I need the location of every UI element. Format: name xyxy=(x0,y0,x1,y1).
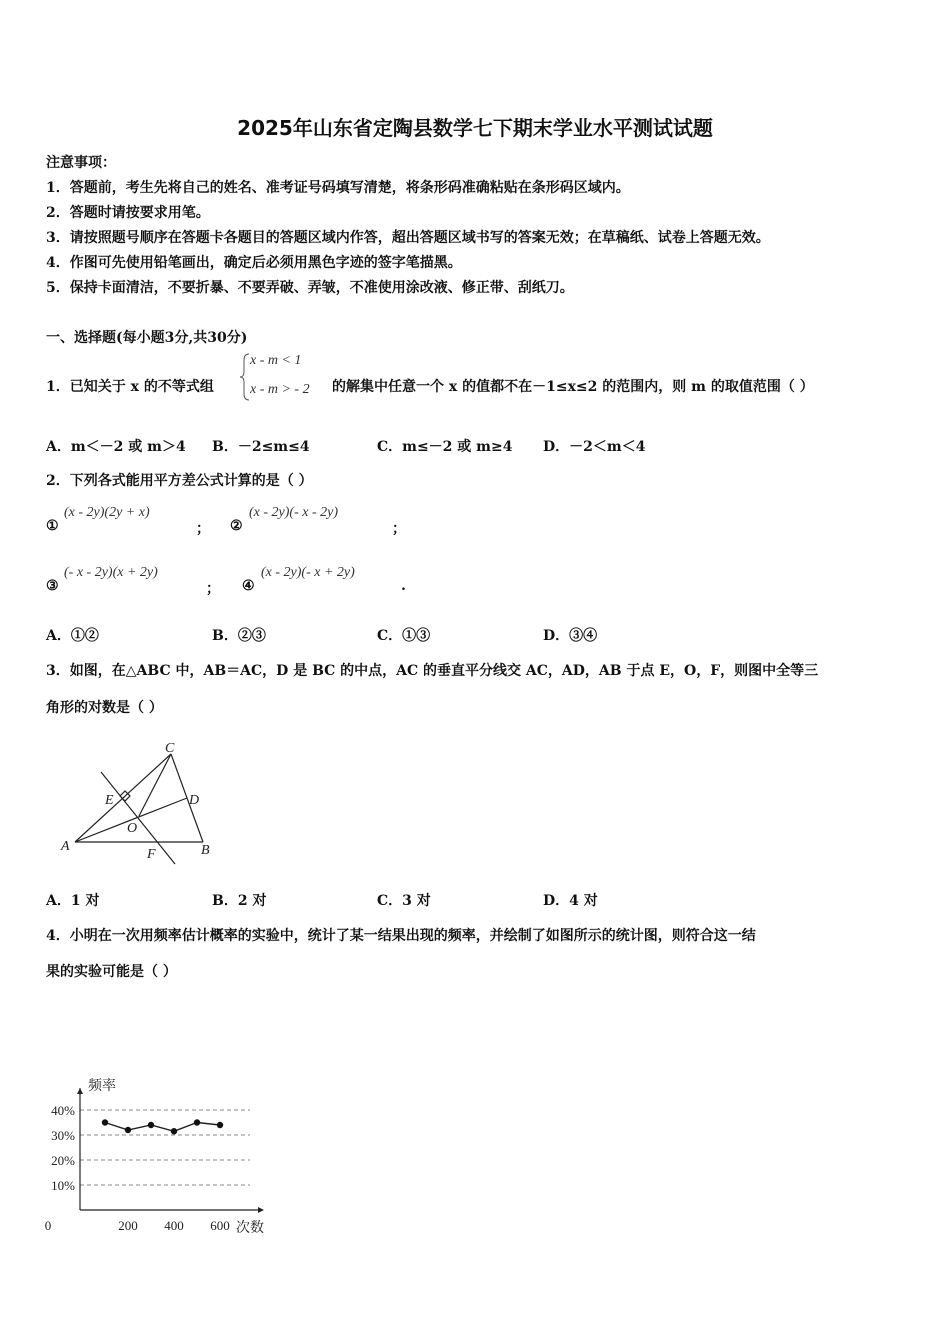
data-point xyxy=(102,1119,108,1125)
q4-stem-line2: 果的实验可能是（ ） xyxy=(46,964,177,980)
page-title: 2025年山东省定陶县数学七下期末学业水平测试试题 xyxy=(237,116,713,140)
q3-option-d[interactable]: D．4 对 xyxy=(543,893,598,909)
note-item: 3．请按照题号顺序在答题卡各题目的答题区域内作答，超出答题区域书写的答案无效；在草稿纸、试卷上答题无效。 xyxy=(46,230,770,246)
y-tick-label: 30% xyxy=(51,1128,75,1143)
y-tick-label: 20% xyxy=(51,1153,75,1168)
data-point xyxy=(148,1122,154,1128)
segment-ac xyxy=(75,754,171,842)
x-axis-label: 次数 xyxy=(236,1221,264,1236)
q2-expr2: (x - 2y)(- x - 2y) xyxy=(249,505,338,520)
perpendicular-bisector xyxy=(101,772,175,864)
q2-expr1-end: ； xyxy=(196,521,210,537)
x-axis-arrow xyxy=(258,1207,264,1213)
y-axis-arrow xyxy=(77,1088,83,1094)
q2-expr4-end: . xyxy=(401,578,406,594)
q1-suffix: 的解集中任意一个 x 的值都不在－1≤x≤2 的范围内，则 m 的取值范围（ ） xyxy=(332,379,814,395)
q2-option-b[interactable]: B．②③ xyxy=(212,628,266,644)
point-label-f: F xyxy=(147,847,156,862)
q2-expr4: (x - 2y)(- x + 2y) xyxy=(261,565,355,580)
x-tick-label: 200 xyxy=(118,1218,138,1233)
x-tick-label: 400 xyxy=(164,1218,184,1233)
q3-option-a[interactable]: A．1 对 xyxy=(46,893,100,909)
note-item: 4．作图可先使用铅笔画出，确定后必须用黑色字迹的签字笔描黑。 xyxy=(46,255,462,271)
x-tick-label: 0 xyxy=(44,1218,52,1233)
section-heading: 一、选择题(每小题3分,共30分) xyxy=(46,330,248,346)
q1-option-c[interactable]: C．m≤－2 或 m≥4 xyxy=(377,439,513,455)
triangle-figure xyxy=(55,740,225,870)
y-axis-label: 频率 xyxy=(88,1079,116,1094)
q1-inequality-1: x - m < 1 xyxy=(250,353,302,368)
q2-option-c[interactable]: C．①③ xyxy=(377,628,431,644)
point-label-b: B xyxy=(201,843,210,858)
point-label-a: A xyxy=(61,839,70,854)
q2-expr3-label: ③ xyxy=(46,578,59,594)
note-item: 2．答题时请按要求用笔。 xyxy=(46,205,210,221)
q2-expr3-end: ； xyxy=(206,581,220,597)
q2-expr1-label: ① xyxy=(46,518,59,534)
q1-prefix: 1．已知关于 x 的不等式组 xyxy=(46,379,214,395)
data-point xyxy=(194,1119,200,1125)
note-item: 5．保持卡面清洁，不要折暴、不要弄破、弄皱，不准使用涂改液、修正带、刮纸刀。 xyxy=(46,280,574,296)
data-point xyxy=(217,1122,223,1128)
x-tick-label: 600 xyxy=(210,1218,230,1233)
point-label-o: O xyxy=(127,821,138,836)
q4-stem-line1: 4．小明在一次用频率估计概率的实验中，统计了某一结果出现的频率，并绘制了如图所示的统计图，则符合这一结 xyxy=(46,928,756,944)
q2-expr4-label: ④ xyxy=(242,578,255,594)
q1-option-b[interactable]: B．－2≤m≤4 xyxy=(212,439,310,455)
y-tick-label: 10% xyxy=(51,1178,75,1193)
notes-heading: 注意事项： xyxy=(46,155,116,171)
q2-expr3: (- x - 2y)(x + 2y) xyxy=(64,565,158,580)
q1-inequality-2: x - m > - 2 xyxy=(250,382,310,397)
q2-option-a[interactable]: A．①② xyxy=(46,628,99,644)
point-label-e: E xyxy=(105,793,114,808)
data-point xyxy=(171,1128,177,1134)
q2-option-d[interactable]: D．③④ xyxy=(543,628,598,644)
data-point xyxy=(125,1127,131,1133)
q2-expr1: (x - 2y)(2y + x) xyxy=(64,505,150,520)
point-label-c: C xyxy=(165,741,175,756)
q1-option-a[interactable]: A．m＜－2 或 m＞4 xyxy=(46,439,186,455)
q1-option-d[interactable]: D．－2＜m＜4 xyxy=(543,439,646,455)
q3-stem-line2: 角形的对数是（ ） xyxy=(46,700,163,716)
q3-option-c[interactable]: C．3 对 xyxy=(377,893,431,909)
q2-expr2-end: ； xyxy=(392,521,406,537)
q2-expr2-label: ② xyxy=(230,518,243,534)
q3-stem-line1: 3．如图，在△ABC 中，AB＝AC，D 是 BC 的中点，AC 的垂直平分线交 AC，AD，AB 于点 E，O，F，则图中全等三 xyxy=(46,663,819,679)
y-tick-label: 40% xyxy=(51,1103,75,1118)
point-label-d: D xyxy=(189,793,200,808)
note-item: 1．答题前，考生先将自己的姓名、准考证号码填写清楚，将条形码准确粘贴在条形码区域内。 xyxy=(46,180,630,196)
frequency-chart xyxy=(30,1070,290,1245)
q2-stem: 2．下列各式能用平方差公式计算的是（ ） xyxy=(46,473,313,489)
q3-option-b[interactable]: B．2 对 xyxy=(212,893,267,909)
frequency-line xyxy=(105,1123,220,1132)
